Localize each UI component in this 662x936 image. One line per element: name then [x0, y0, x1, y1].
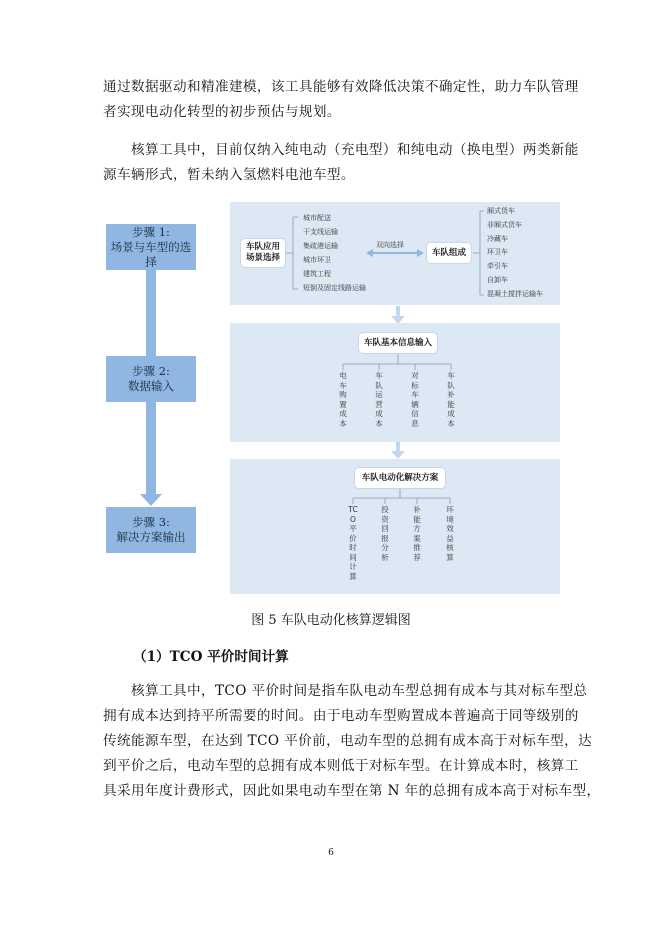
section-heading: （1）TCO 平价时间计算 — [133, 649, 289, 665]
bidirectional-label: 双向选择 — [376, 241, 404, 249]
step-label: 步骤 3: — [132, 515, 170, 529]
step-3-box — [106, 507, 196, 553]
vehicle-item: 环卫车 — [487, 248, 508, 257]
paragraph-line: 到平价之后，电动车型的总拥有成本则低于对标车型。在计算成本时，核算工 — [103, 758, 579, 774]
paragraph-line: 者实现电动化转型的初步预估与规划。 — [103, 104, 341, 120]
paragraph-line: 源车辆形式，暂未纳入氢燃料电池车型。 — [103, 167, 355, 183]
solution-item: 投资回报分析 — [381, 505, 389, 562]
figure-caption: 图 5 车队电动化核算逻辑图 — [251, 613, 411, 628]
scenario-item: 城市环卫 — [303, 256, 331, 264]
input-item: 对标车辆信息 — [411, 371, 419, 428]
panel-solution-output — [230, 459, 560, 594]
paragraph-line: 拥有成本达到持平所需要的时间。由于电动车型购置成本普遍高于同等级别的 — [103, 708, 579, 724]
vehicle-item: 混凝土搅拌运输车 — [487, 289, 543, 298]
paragraph-line: 核算工具中，TCO 平价时间是指车队电动车型总拥有成本与其对标车型总 — [131, 683, 588, 699]
vehicle-list — [487, 205, 543, 302]
fleet-composition-label: 车队组成 — [431, 247, 466, 258]
scenario-item: 城市配送 — [303, 214, 331, 222]
step-1-box — [106, 224, 196, 270]
solution-label: 车队电动化解决方案 — [361, 472, 439, 483]
panel-scenario-selection — [230, 202, 560, 305]
input-tree-lines — [230, 323, 560, 442]
step-label: 步骤 2: — [132, 364, 170, 378]
paragraph-line: 传统能源车型，在达到 TCO 平价前，电动车型的总拥有成本高于对标车型，达 — [103, 733, 593, 749]
panel-data-input — [230, 323, 560, 442]
solution-item: TCO平价时间计算 — [348, 505, 358, 581]
step-title: 场景与车型的选择 — [110, 239, 192, 269]
step-2-box — [106, 356, 196, 402]
scenario-list — [303, 211, 366, 295]
scenario-item: 短倒及固定线路运输 — [303, 284, 366, 292]
paragraph-line: 核算工具中，目前仅纳入纯电动（充电型）和纯电动（换电型）两类新能 — [131, 142, 579, 158]
solution-tree-lines — [230, 459, 560, 594]
scenario-item: 建筑工程 — [303, 270, 331, 278]
basic-info-label: 车队基本信息输入 — [363, 337, 432, 348]
step-label: 步骤 1: — [132, 224, 170, 239]
solution-item: 环境效益核算 — [446, 505, 454, 562]
fleet-scenario-label: 车队应用场景选择 — [245, 242, 280, 263]
step-title: 数据输入 — [128, 379, 174, 393]
input-item: 车队补能成本 — [447, 371, 455, 428]
vehicle-item: 冷藏车 — [487, 234, 508, 243]
page-number: 6 — [328, 848, 334, 858]
vehicle-item: 非厢式货车 — [487, 220, 522, 229]
fleet-composition-box — [426, 242, 472, 264]
paragraph-line: 具采用年度计费形式，因此如果电动车型在第 N 年的总拥有成本高于对标车型， — [103, 783, 601, 799]
solution-item: 补能方案推荐 — [413, 505, 421, 562]
paragraph-line: 通过数据驱动和精准建模，该工具能够有效降低决策不确定性，助力车队管理 — [103, 79, 579, 95]
vehicle-item: 自卸车 — [487, 275, 508, 284]
input-item: 车队运营成本 — [375, 371, 383, 428]
vehicle-item: 牵引车 — [487, 262, 508, 271]
vehicle-item: 厢式货车 — [487, 207, 515, 215]
input-item: 电车购置成本 — [339, 371, 347, 428]
scenario-item: 干支线运输 — [303, 228, 338, 236]
step-title: 解决方案输出 — [116, 530, 186, 544]
scenario-item: 集疏港运输 — [303, 242, 338, 250]
